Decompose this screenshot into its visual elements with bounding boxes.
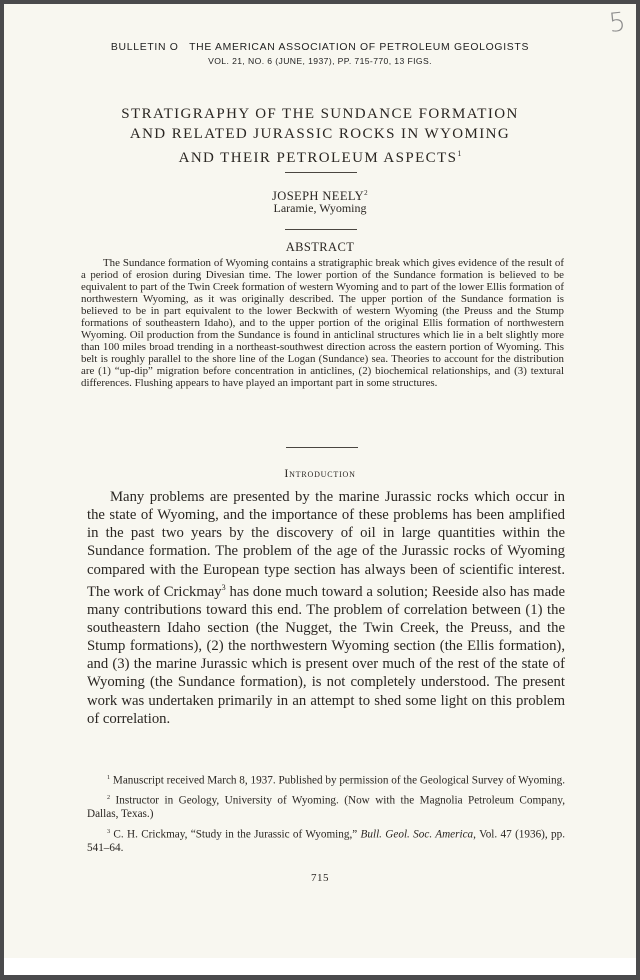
footnote-2-text: Instructor in Geology, University of Wyoming. (Now with the Magnolia Petroleum Company, Dallas, Texas.) [87, 794, 565, 821]
title-divider [285, 172, 357, 173]
footnotes [87, 772, 565, 859]
title-line-2: AND RELATED JURASSIC ROCKS IN WYOMING [129, 126, 511, 142]
handwritten-page-mark: 5 [607, 7, 628, 39]
introduction-heading: Introduction [284, 466, 356, 480]
footnote-3-text: C. H. Crickmay, “Study in the Jurassic of Wyoming,” [113, 828, 361, 841]
introduction-text-1: Many problems are presented by the marine Jurassic rocks which occur in the state of Wyoming, and the importance of these problems has been amplified in the past two years by the discovery of oil in large quantities within the Sundance formation. The problem of the age of the Jurassic rocks of Wyoming compared with the European type section has always been of scientific interest. The work of Crickmay [87, 489, 565, 600]
author-affiliation: Laramie, Wyoming [273, 201, 367, 215]
footnote-1-text: Manuscript received March 8, 1937. Published by permission of the Geological Survey of Wyoming. [112, 774, 566, 787]
footnote-3-tail: , Vol. 47 (1936), pp. 541–64. [87, 828, 565, 854]
title-line-3-text: AND THEIR PETROLEUM ASPECTS [178, 150, 458, 166]
footnote-3 [87, 826, 565, 856]
scanned-page [4, 4, 636, 958]
author-footnote-ref: 2 [364, 189, 368, 197]
article-title [4, 104, 636, 168]
author-name-text: JOSEPH NEELY [272, 189, 365, 204]
footnote-1 [87, 772, 565, 788]
author-divider [285, 229, 357, 230]
title-line-1: STRATIGRAPHY OF THE SUNDANCE FORMATION [121, 106, 519, 122]
title-line-3 [4, 144, 636, 168]
footnote-3-journal: Bull. Geol. Soc. America [360, 828, 474, 841]
introduction-text-2: has done much toward a solution; Reeside also has made many contributions toward this end. The problem of correlation between (1) the southeastern Idaho section (the Nugget, the Twin Creek, the Preuss, and the Stump formations), (2) the northwestern Wyoming section (the Ellis formation), and (3) the marine Jurassic which is present over much of the rest of the state of Wyoming (the Sundance formation), is not completely understood. The present work was undertaken primarily in an attempt to shed some light on this problem of correlation. [87, 583, 565, 727]
document-frame [4, 4, 636, 975]
footnote-3-ref: 3 [107, 828, 111, 835]
journal-citation: VOL. 21, NO. 6 (JUNE, 1937), PP. 715-770, 13 FIGS. [208, 56, 432, 66]
abstract-body: The Sundance formation of Wyoming contains a stratigraphic break which gives evidence of the result of a period of erosion during Divesian time. The lower portion of the Sundance formation is believed to be equivalent to part of the Twin Creek formation of western Wyoming and to part of the lower Ellis formation of northwestern Wyoming, as it was originally described. The upper portion of the Sundance formation is believed to be in part equivalent to the lower Beckwith of western Wyoming (the Preuss and the Stump formations of southeastern Idaho), and to the upper portion of the original Ellis formation of northwestern Wyoming. Oil production from the Sundance is found in anticlinal structures which lie in a belt slightly more than 100 miles broad trending in a northeast-southwest direction across the eastern portion of Wyoming. This belt is roughly parallel to the shore line of the Logan (Sundance) sea. Theories to account for the distribution are (1) “up-dip” migration before concentration in anticlines, (2) biochemical relationships, and (3) textural differences. Flushing appears to have played an important part in some structures. [81, 257, 564, 389]
footnote-1-ref: 1 [107, 775, 111, 781]
title-footnote-ref: 1 [457, 149, 462, 158]
introduction-body [87, 488, 565, 728]
page-number: 715 [311, 872, 329, 884]
footnote-2 [87, 792, 565, 822]
footnote-2-ref: 2 [107, 795, 111, 802]
journal-header: BULLETIN O THE AMERICAN ASSOCIATION OF PETROLEUM GEOLOGISTS [110, 42, 530, 53]
abstract-divider [286, 447, 358, 448]
abstract-heading: ABSTRACT [285, 240, 355, 254]
introduction-footnote-ref: 3 [221, 582, 226, 592]
